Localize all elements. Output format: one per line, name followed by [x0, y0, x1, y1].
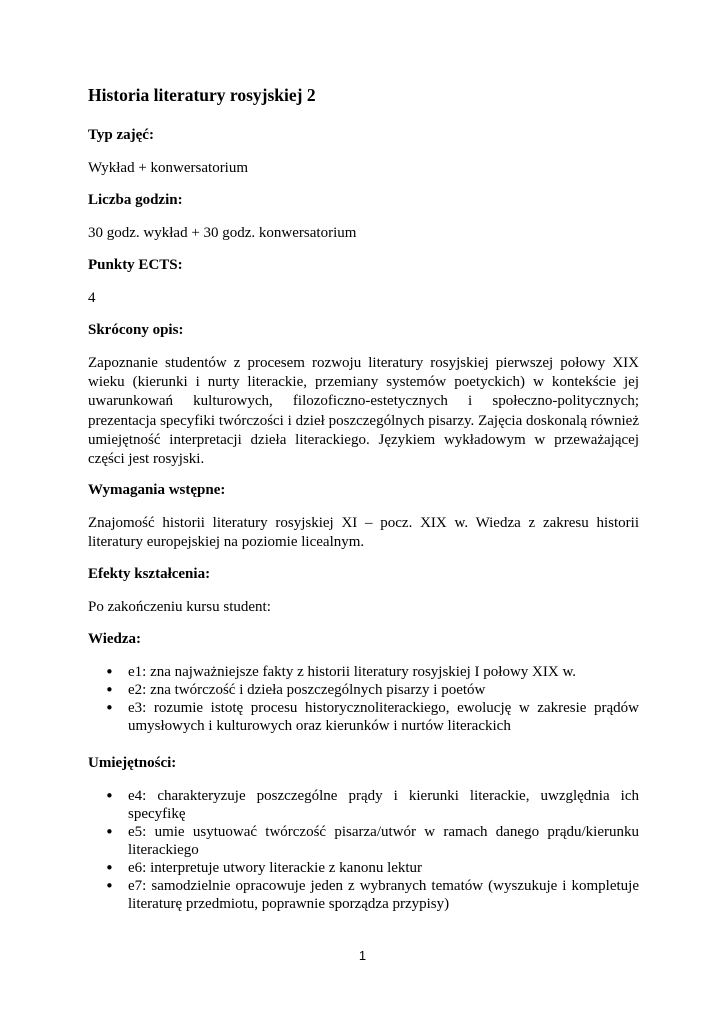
- umiejetnosci-list: [88, 787, 639, 913]
- bullet-icon: •: [105, 786, 114, 805]
- wymagania-text: Znajomość historii literatury rosyjskiej XI – pocz. XIX w. Wiedza z zakresu historii literatury europejskiej na poziomie licealnym.: [88, 515, 639, 551]
- efekty-text: Po zakończeniu kursu student:: [88, 598, 271, 615]
- skrocony-opis-heading: Skrócony opis:: [88, 322, 184, 338]
- list-item-text: e4: charakteryzuje poszczególne prądy i kierunki literackie, uwzględnia ich specyfikę: [128, 787, 639, 822]
- bullet-icon: •: [105, 822, 114, 841]
- bullet-icon: •: [105, 680, 114, 699]
- umiejetnosci-heading: Umiejętności:: [88, 754, 177, 771]
- bullet-icon: •: [105, 858, 114, 877]
- skrocony-opis-text: Zapoznanie studentów z procesem rozwoju literatury rosyjskiej pierwszej połowy XIX wieku (kierunki i nurty literackie, przemiany systemów poetyckich) w kontekście jej uwarunkowań kulturowych, filozoficzno-estetycznych i społeczno-politycznych; prezentacja specyfiki twórczości i dzieł poszczególnych pisarzy. Zajęcia doskonalą również umiejętność interpretacji dzieła literackiego. Językiem wykładowym w przeważającej części jest rosyjski.: [88, 355, 639, 468]
- list-item: [88, 877, 639, 913]
- list-item: [88, 699, 639, 735]
- liczba-godzin-heading: Liczba godzin:: [88, 192, 183, 208]
- list-item-text: e7: samodzielnie opracowuje jeden z wybranych tematów (wyszukuje i kompletuje literaturę przedmiotu, poprawnie sporządza przypisy): [128, 877, 639, 912]
- wiedza-list: [88, 663, 639, 735]
- bullet-icon: •: [105, 698, 114, 717]
- typ-zajec-text: Wykład + konwersatorium: [88, 160, 249, 176]
- list-item-text: e1: zna najważniejsze fakty z historii literatury rosyjskiej I połowy XIX w.: [128, 663, 577, 680]
- list-item: [88, 663, 639, 681]
- list-item-text: e2: zna twórczość i dzieła poszczególnych pisarzy i poetów: [128, 681, 486, 698]
- bullet-icon: •: [105, 662, 114, 681]
- liczba-godzin-text: 30 godz. wykład + 30 godz. konwersatorium: [88, 225, 357, 241]
- wymagania-heading: Wymagania wstępne:: [88, 482, 226, 499]
- list-item: [88, 787, 639, 823]
- typ-zajec-heading: Typ zajęć:: [88, 127, 154, 143]
- efekty-heading: Efekty kształcenia:: [88, 565, 211, 582]
- list-item-text: e5: umie usytuować twórczość pisarza/utwór w ramach danego prądu/kierunku literackiego: [128, 823, 639, 858]
- punkty-ects-heading: Punkty ECTS:: [88, 257, 183, 273]
- punkty-ects-text: 4: [88, 290, 96, 306]
- wiedza-heading: Wiedza:: [88, 630, 142, 647]
- bullet-icon: •: [105, 876, 114, 895]
- page-number: 1: [358, 948, 367, 963]
- list-item-text: e3: rozumie istotę procesu historycznoliterackiego, ewolucję w zakresie prądów umysłowych i kulturowych oraz kierunków i nurtów literackich: [128, 699, 639, 734]
- list-item: [88, 681, 639, 699]
- document-page: [88, 84, 639, 932]
- list-item: [88, 859, 639, 877]
- list-item: [88, 823, 639, 859]
- document-title: Historia literatury rosyjskiej 2: [88, 85, 316, 105]
- list-item-text: e6: interpretuje utwory literackie z kanonu lektur: [128, 859, 423, 876]
